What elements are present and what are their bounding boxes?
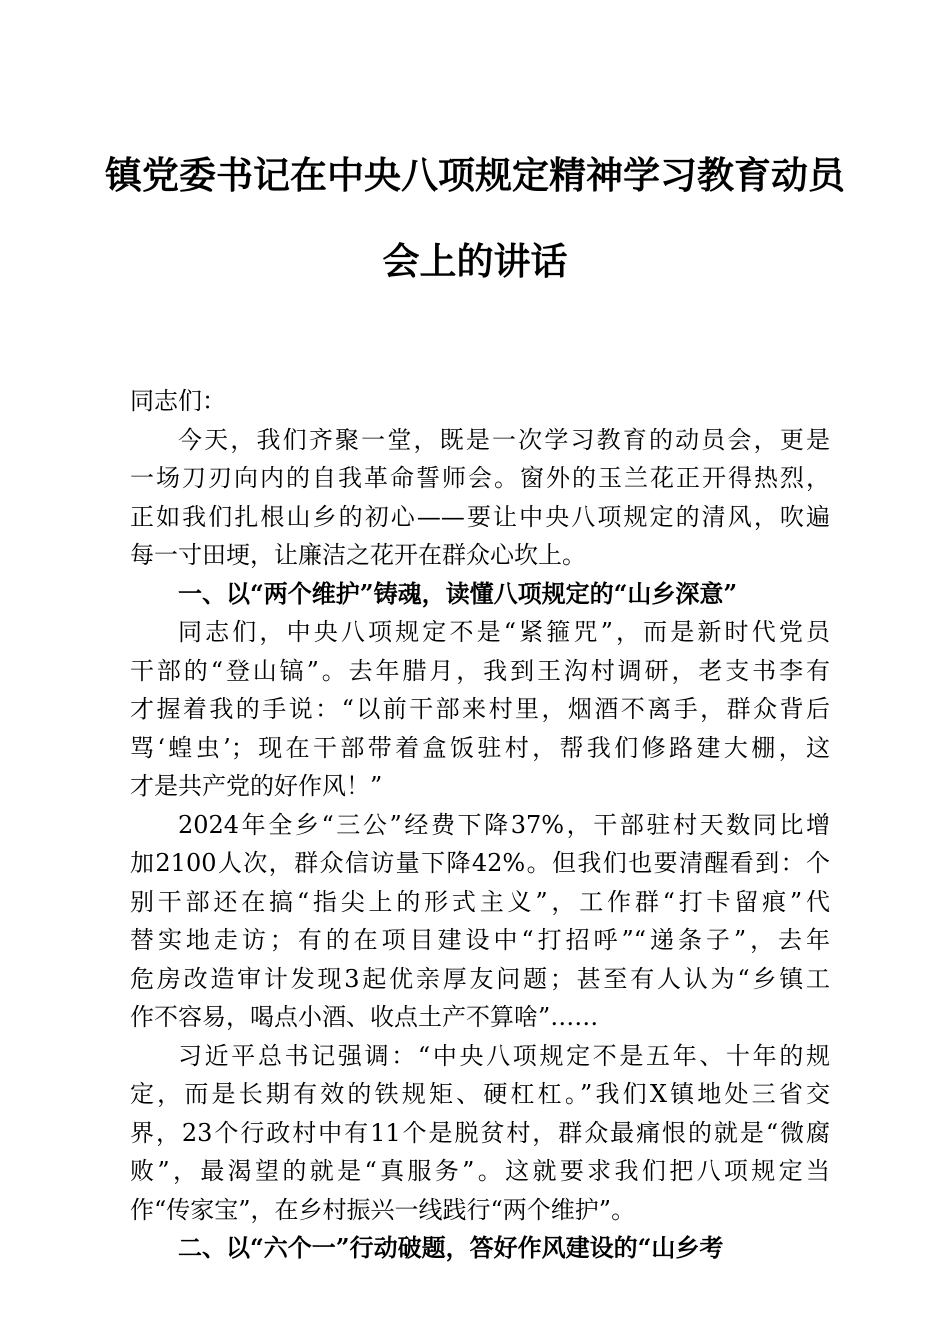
document-title	[80, 132, 870, 304]
document-body	[130, 382, 830, 1268]
section-heading-1: 一、以“两个维护”铸魂，读懂八项规定的“山乡深意”	[178, 578, 738, 608]
paragraph-section1-1: 同志们，中央八项规定不是“紧箍咒”，而是新时代党员 干部的“登山镐”。去年腊月，我到王沟村调研，老支书李有 才握着我的手说：“以前干部来村里，烟酒不离手，群众背后 骂‘蝗虫’；现在干部带着盒饭驻村，帮我们修路建大棚，这 才是共产党的好作风！”	[130, 618, 830, 800]
paragraph-opening: 今天，我们齐聚一堂，既是一次学习教育的动员会，更是 一场刀刃向内的自我革命誓师会。窗外的玉兰花正开得热烈， 正如我们扎根山乡的初心——要让中央八项规定的清风，吹遍 每一寸田埂，让廉洁之花开在群众心坎上。	[130, 425, 830, 569]
salutation: 同志们：	[130, 387, 226, 415]
section-heading-2: 二、以“六个一”行动破题，答好作风建设的“山乡考	[178, 1233, 724, 1262]
title-line-1: 镇党委书记在中央八项规定精神学习教育动员	[105, 153, 845, 197]
paragraph-section1-2: 2024年全乡“三公”经费下降37%，干部驻村天数同比增 加2100人次，群众信访量下降42%。但我们也要清醒看到：个 别干部还在搞“指尖上的形式主义”，工作群“打卡留痕”代 替实地走访；有的在项目建设中“打招呼”“递条子”，去年 危房改造审计发现3起优亲厚友问题；甚至有人认为“乡镇工 作不容易，喝点小酒、收点土产不算啥”……	[130, 810, 830, 1031]
paragraph-section1-3: 习近平总书记强调：“中央八项规定不是五年、十年的规 定，而是长期有效的铁规矩、硬杠杠。”我们X镇地处三省交 界，23个行政村中有11个是脱贫村，群众最痛恨的就是“微腐 败”，最渴望的就是“真服务”。这就要求我们把八项规定当 作“传家宝”，在乡村振兴一线践行“两个维护”。	[130, 1041, 830, 1224]
title-line-2: 会上的讲话	[382, 239, 568, 283]
